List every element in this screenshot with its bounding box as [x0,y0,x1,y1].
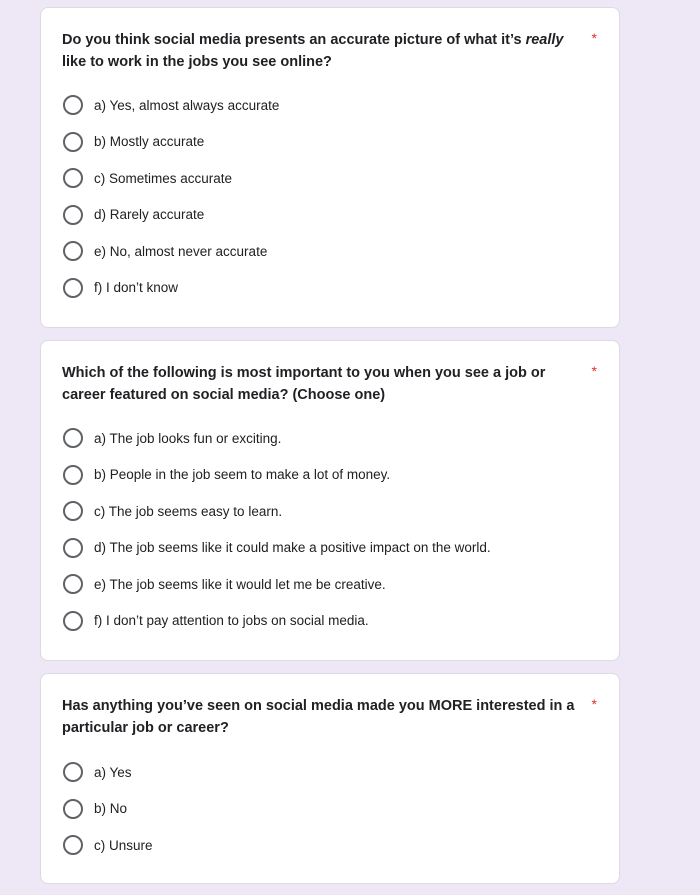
radio-button-icon[interactable] [63,611,83,631]
radio-option[interactable] [63,603,491,640]
title-text: Do you think social media presents an accurate picture of what it’s [62,32,526,48]
option-label: f) I don’t know [94,280,179,296]
required-asterisk: * [591,363,597,379]
question-title: Has anything you’ve seen on social media made you MORE interested in a particular job or career? [62,698,575,736]
radio-button-icon[interactable] [63,168,83,188]
option-label: a) Yes, almost always accurate [94,97,280,113]
option-label: d) The job seems like it could make a positive impact on the world. [94,540,491,556]
radio-option[interactable] [63,420,491,457]
option-label: a) The job looks fun or exciting. [94,430,282,446]
radio-option[interactable] [63,754,153,791]
radio-button-icon[interactable] [63,465,83,485]
option-label: e) No, almost never accurate [94,243,268,259]
radio-button-icon[interactable] [63,428,83,448]
option-label: c) Sometimes accurate [94,170,233,186]
radio-option[interactable] [63,233,279,270]
option-label: e) The job seems like it would let me be creative. [94,576,386,592]
radio-button-icon[interactable] [63,538,83,558]
options-list [63,87,279,306]
radio-button-icon[interactable] [63,132,83,152]
question-card-interest [40,673,620,884]
radio-option[interactable] [63,530,491,567]
radio-button-icon[interactable] [63,241,83,261]
option-label: b) No [94,801,128,817]
question-card-accuracy [40,7,620,328]
option-label: f) I don’t pay attention to jobs on social media. [94,613,369,629]
title-emphasis: really [525,32,564,48]
title-text: like to work in the jobs you see online? [62,54,332,70]
required-asterisk: * [591,696,597,712]
radio-button-icon[interactable] [63,574,83,594]
radio-button-icon[interactable] [63,799,83,819]
option-label: d) Rarely accurate [94,207,205,223]
radio-button-icon[interactable] [63,278,83,298]
question-card-importance [40,340,620,661]
radio-option[interactable] [63,124,279,161]
radio-button-icon[interactable] [63,762,83,782]
option-label: b) Mostly accurate [94,134,205,150]
option-label: a) Yes [94,764,132,780]
radio-option[interactable] [63,457,491,494]
radio-option[interactable] [63,566,491,603]
radio-button-icon[interactable] [63,205,83,225]
option-label: c) The job seems easy to learn. [94,503,283,519]
option-label: c) Unsure [94,837,153,853]
option-label: b) People in the job seem to make a lot of money. [94,467,391,483]
radio-option[interactable] [63,827,153,864]
radio-option[interactable] [63,791,153,828]
options-list [63,754,153,864]
radio-option[interactable] [63,160,279,197]
radio-option[interactable] [63,270,279,307]
radio-button-icon[interactable] [63,835,83,855]
radio-option[interactable] [63,197,279,234]
radio-option[interactable] [63,493,491,530]
radio-button-icon[interactable] [63,501,83,521]
radio-button-icon[interactable] [63,95,83,115]
radio-option[interactable] [63,87,279,124]
options-list [63,420,491,639]
question-title: Which of the following is most important to you when you see a job or career featured on social media? (Choose one) [62,365,546,403]
required-asterisk: * [591,30,597,46]
question-title [62,29,582,73]
